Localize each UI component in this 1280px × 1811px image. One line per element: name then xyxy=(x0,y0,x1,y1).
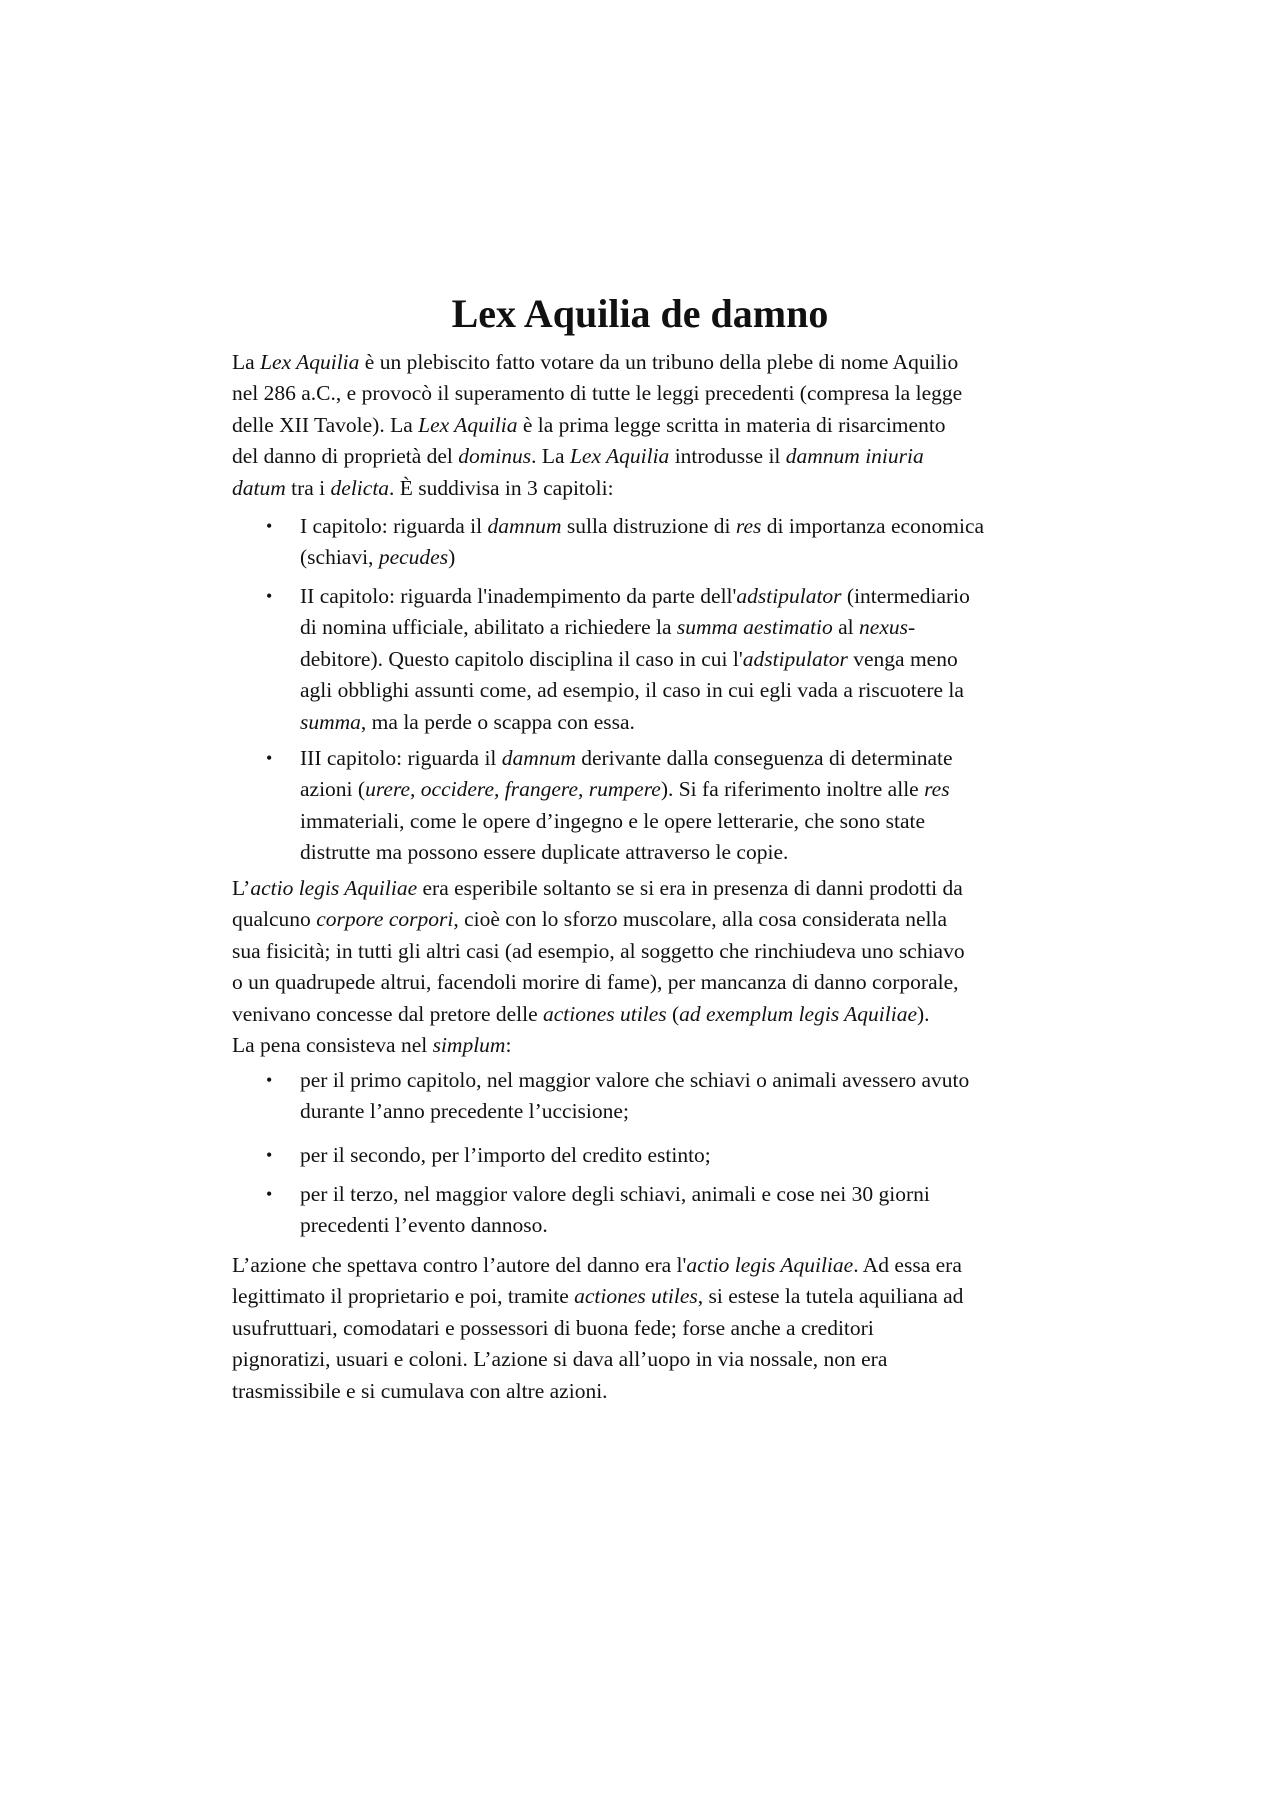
italic-text: damnum xyxy=(487,514,562,538)
bullet-icon: • xyxy=(266,1184,273,1204)
text-segment: L’ xyxy=(232,876,251,900)
text-segment: è la prima legge scritta in materia di risarcimento xyxy=(517,412,946,437)
text-segment: agli obblighi assunti come, ad esempio, il caso in cui egli vada a riscuotere la xyxy=(300,678,964,703)
text-segment: III capitolo: riguarda il xyxy=(300,746,502,770)
text-line xyxy=(232,936,1192,967)
italic-text: summa xyxy=(300,709,361,734)
text-line xyxy=(300,612,1260,643)
italic-text: simplum xyxy=(432,1032,506,1057)
text-segment: debitore). Questo capitolo disciplina il caso in cui l' xyxy=(300,646,743,671)
text-segment: , cioè con lo sforzo muscolare, alla cosa considerata nella xyxy=(453,907,948,932)
text-segment: II capitolo: riguarda l'inadempimento da parte dell' xyxy=(300,584,737,608)
text-segment: al xyxy=(832,615,860,640)
text-segment: azioni ( xyxy=(300,777,366,802)
bullet-item xyxy=(266,511,1260,574)
italic-text: summa aestimatio xyxy=(676,615,833,640)
bullet-icon: • xyxy=(266,748,273,768)
italic-text: delicta xyxy=(330,475,390,500)
text-segment: distrutte ma possono essere duplicate attraverso le copie. xyxy=(300,840,789,865)
bullet-icon: • xyxy=(266,516,273,536)
bullet-item xyxy=(266,1065,1260,1128)
text-segment: . È suddivisa in 3 capitoli: xyxy=(389,475,614,500)
italic-text: nexus xyxy=(859,615,908,640)
italic-text: damnum xyxy=(501,746,576,770)
text-segment: sulla distruzione di xyxy=(561,514,736,538)
text-segment: per il terzo, nel maggior valore degli schiavi, animali e cose nei 30 giorni xyxy=(300,1182,930,1206)
text-segment: precedenti l’evento dannoso. xyxy=(300,1213,548,1238)
paragraph xyxy=(232,347,1192,504)
italic-text: urere, occidere, frangere, rumpere xyxy=(365,777,661,802)
text-segment: durante l’anno precedente l’uccisione; xyxy=(300,1099,629,1124)
text-segment: nel 286 a.C., e provocò il superamento di tutte le leggi precedenti (compresa la legge xyxy=(232,381,963,406)
text-line xyxy=(300,1179,1260,1210)
italic-text: actiones utiles xyxy=(543,1001,667,1026)
italic-text: res xyxy=(924,777,950,802)
text-line xyxy=(232,967,1192,998)
text-segment: qualcuno xyxy=(232,907,317,932)
text-segment: . Ad essa era xyxy=(853,1253,962,1277)
text-line xyxy=(300,644,1260,675)
italic-text: adstipulator xyxy=(742,646,848,671)
text-segment: è un plebiscito fatto votare da un tribuno della plebe di nome Aquilio xyxy=(359,350,959,374)
text-segment: ). Si fa riferimento inoltre alle xyxy=(660,777,925,802)
text-line xyxy=(300,743,1260,774)
text-line xyxy=(232,873,1192,904)
text-segment: legittimato il proprietario e poi, tramite xyxy=(232,1284,575,1309)
text-segment: sua fisicità; in tutti gli altri casi (ad esempio, al soggetto che rinchiudeva uno schiavo xyxy=(232,938,965,963)
text-line xyxy=(232,378,1192,409)
text-line xyxy=(232,347,1192,378)
text-line xyxy=(232,441,1192,472)
bullet-item xyxy=(266,743,1260,869)
italic-text: adstipulator xyxy=(736,584,842,608)
italic-text: pecudes xyxy=(378,545,449,570)
text-segment: o un quadrupede altrui, facendoli morire di fame), per mancanza di danno corporale, xyxy=(232,970,959,995)
text-segment: di nomina ufficiale, abilitato a richiedere la xyxy=(300,615,677,640)
text-segment: per il secondo, per l’importo del credito estinto; xyxy=(300,1143,711,1167)
italic-text: dominus xyxy=(458,444,532,469)
text-segment: delle XII Tavole). La xyxy=(232,412,419,437)
text-line xyxy=(300,1210,1260,1241)
text-line xyxy=(300,542,1260,573)
text-segment: venivano concesse dal pretore delle xyxy=(232,1001,544,1026)
text-line xyxy=(232,1313,1192,1344)
italic-text: damnum iniuria xyxy=(785,444,924,469)
text-segment: , si estese la tutela aquiliana ad xyxy=(697,1284,964,1309)
paragraph xyxy=(232,873,1192,1061)
text-line xyxy=(232,1030,1192,1061)
text-segment: pignoratizi, usuari e coloni. L’azione si dava all’uopo in via nossale, non era xyxy=(232,1347,888,1372)
text-line xyxy=(300,806,1260,837)
text-segment: I capitolo: riguarda il xyxy=(300,514,488,538)
text-line xyxy=(300,675,1260,706)
bullet-icon: • xyxy=(266,1145,273,1165)
text-segment: , ma la perde o scappa con essa. xyxy=(360,709,635,734)
text-line xyxy=(300,1065,1260,1096)
text-segment: L’azione che spettava contro l’autore del danno era l' xyxy=(232,1253,687,1277)
text-line xyxy=(300,1096,1260,1127)
text-line xyxy=(232,904,1192,935)
text-segment: venga meno xyxy=(847,646,958,671)
text-segment: (schiavi, xyxy=(300,545,379,570)
bullet-item xyxy=(266,1140,1260,1171)
paragraph xyxy=(232,1250,1192,1407)
bullet-icon: • xyxy=(266,1070,273,1090)
text-segment: (intermediario xyxy=(841,584,970,608)
text-segment: per il primo capitolo, nel maggior valore che schiavi o animali avessero avuto xyxy=(300,1068,970,1092)
text-line xyxy=(232,1344,1192,1375)
italic-text: Lex Aquilia xyxy=(418,412,518,437)
text-line xyxy=(232,410,1192,441)
text-segment: La pena consisteva nel xyxy=(232,1032,433,1057)
text-line xyxy=(232,473,1192,504)
text-segment: era esperibile soltanto se si era in presenza di danni prodotti da xyxy=(417,876,963,900)
text-segment: La xyxy=(232,350,261,374)
text-line xyxy=(300,1140,1260,1171)
text-segment: derivante dalla conseguenza di determinate xyxy=(575,746,953,770)
bullet-icon: • xyxy=(266,586,273,606)
text-segment: tra i xyxy=(285,475,331,500)
text-segment: usufruttuari, comodatari e possessori di buona fede; forse anche a creditori xyxy=(232,1315,874,1340)
text-segment: ) xyxy=(448,545,456,570)
text-line xyxy=(300,511,1260,542)
italic-text: datum xyxy=(232,475,286,500)
text-segment: ). xyxy=(917,1001,930,1026)
italic-text: ad exemplum legis Aquiliae xyxy=(679,1001,918,1026)
italic-text: corpore corpori xyxy=(316,907,454,932)
text-segment: - xyxy=(908,615,916,640)
italic-text: res xyxy=(735,514,762,538)
text-segment: . La xyxy=(531,444,570,469)
italic-text: Lex Aquilia xyxy=(260,350,360,374)
document-title: Lex Aquilia de damno xyxy=(451,291,829,336)
italic-text: actio legis Aquiliae xyxy=(686,1253,854,1277)
text-segment: introdusse il xyxy=(669,444,786,469)
text-line xyxy=(300,837,1260,868)
text-line xyxy=(232,1281,1192,1312)
text-segment: trasmissibile e si cumulava con altre azioni. xyxy=(232,1378,608,1403)
bullet-item xyxy=(266,1179,1260,1242)
bullet-item xyxy=(266,581,1260,738)
text-line xyxy=(300,707,1260,738)
text-segment: ( xyxy=(666,1001,680,1026)
italic-text: actio legis Aquiliae xyxy=(250,876,418,900)
text-segment: immateriali, come le opere d’ingegno e le opere letterarie, che sono state xyxy=(300,808,926,833)
text-line xyxy=(232,1376,1192,1407)
text-line xyxy=(232,999,1192,1030)
text-line xyxy=(300,581,1260,612)
text-segment: di importanza economica xyxy=(761,514,985,538)
text-line xyxy=(232,1250,1192,1281)
italic-text: Lex Aquilia xyxy=(569,444,670,469)
text-line xyxy=(300,774,1260,805)
text-segment: : xyxy=(505,1032,512,1057)
italic-text: actiones utiles xyxy=(574,1284,698,1309)
text-segment: del danno di proprietà del xyxy=(232,444,459,469)
